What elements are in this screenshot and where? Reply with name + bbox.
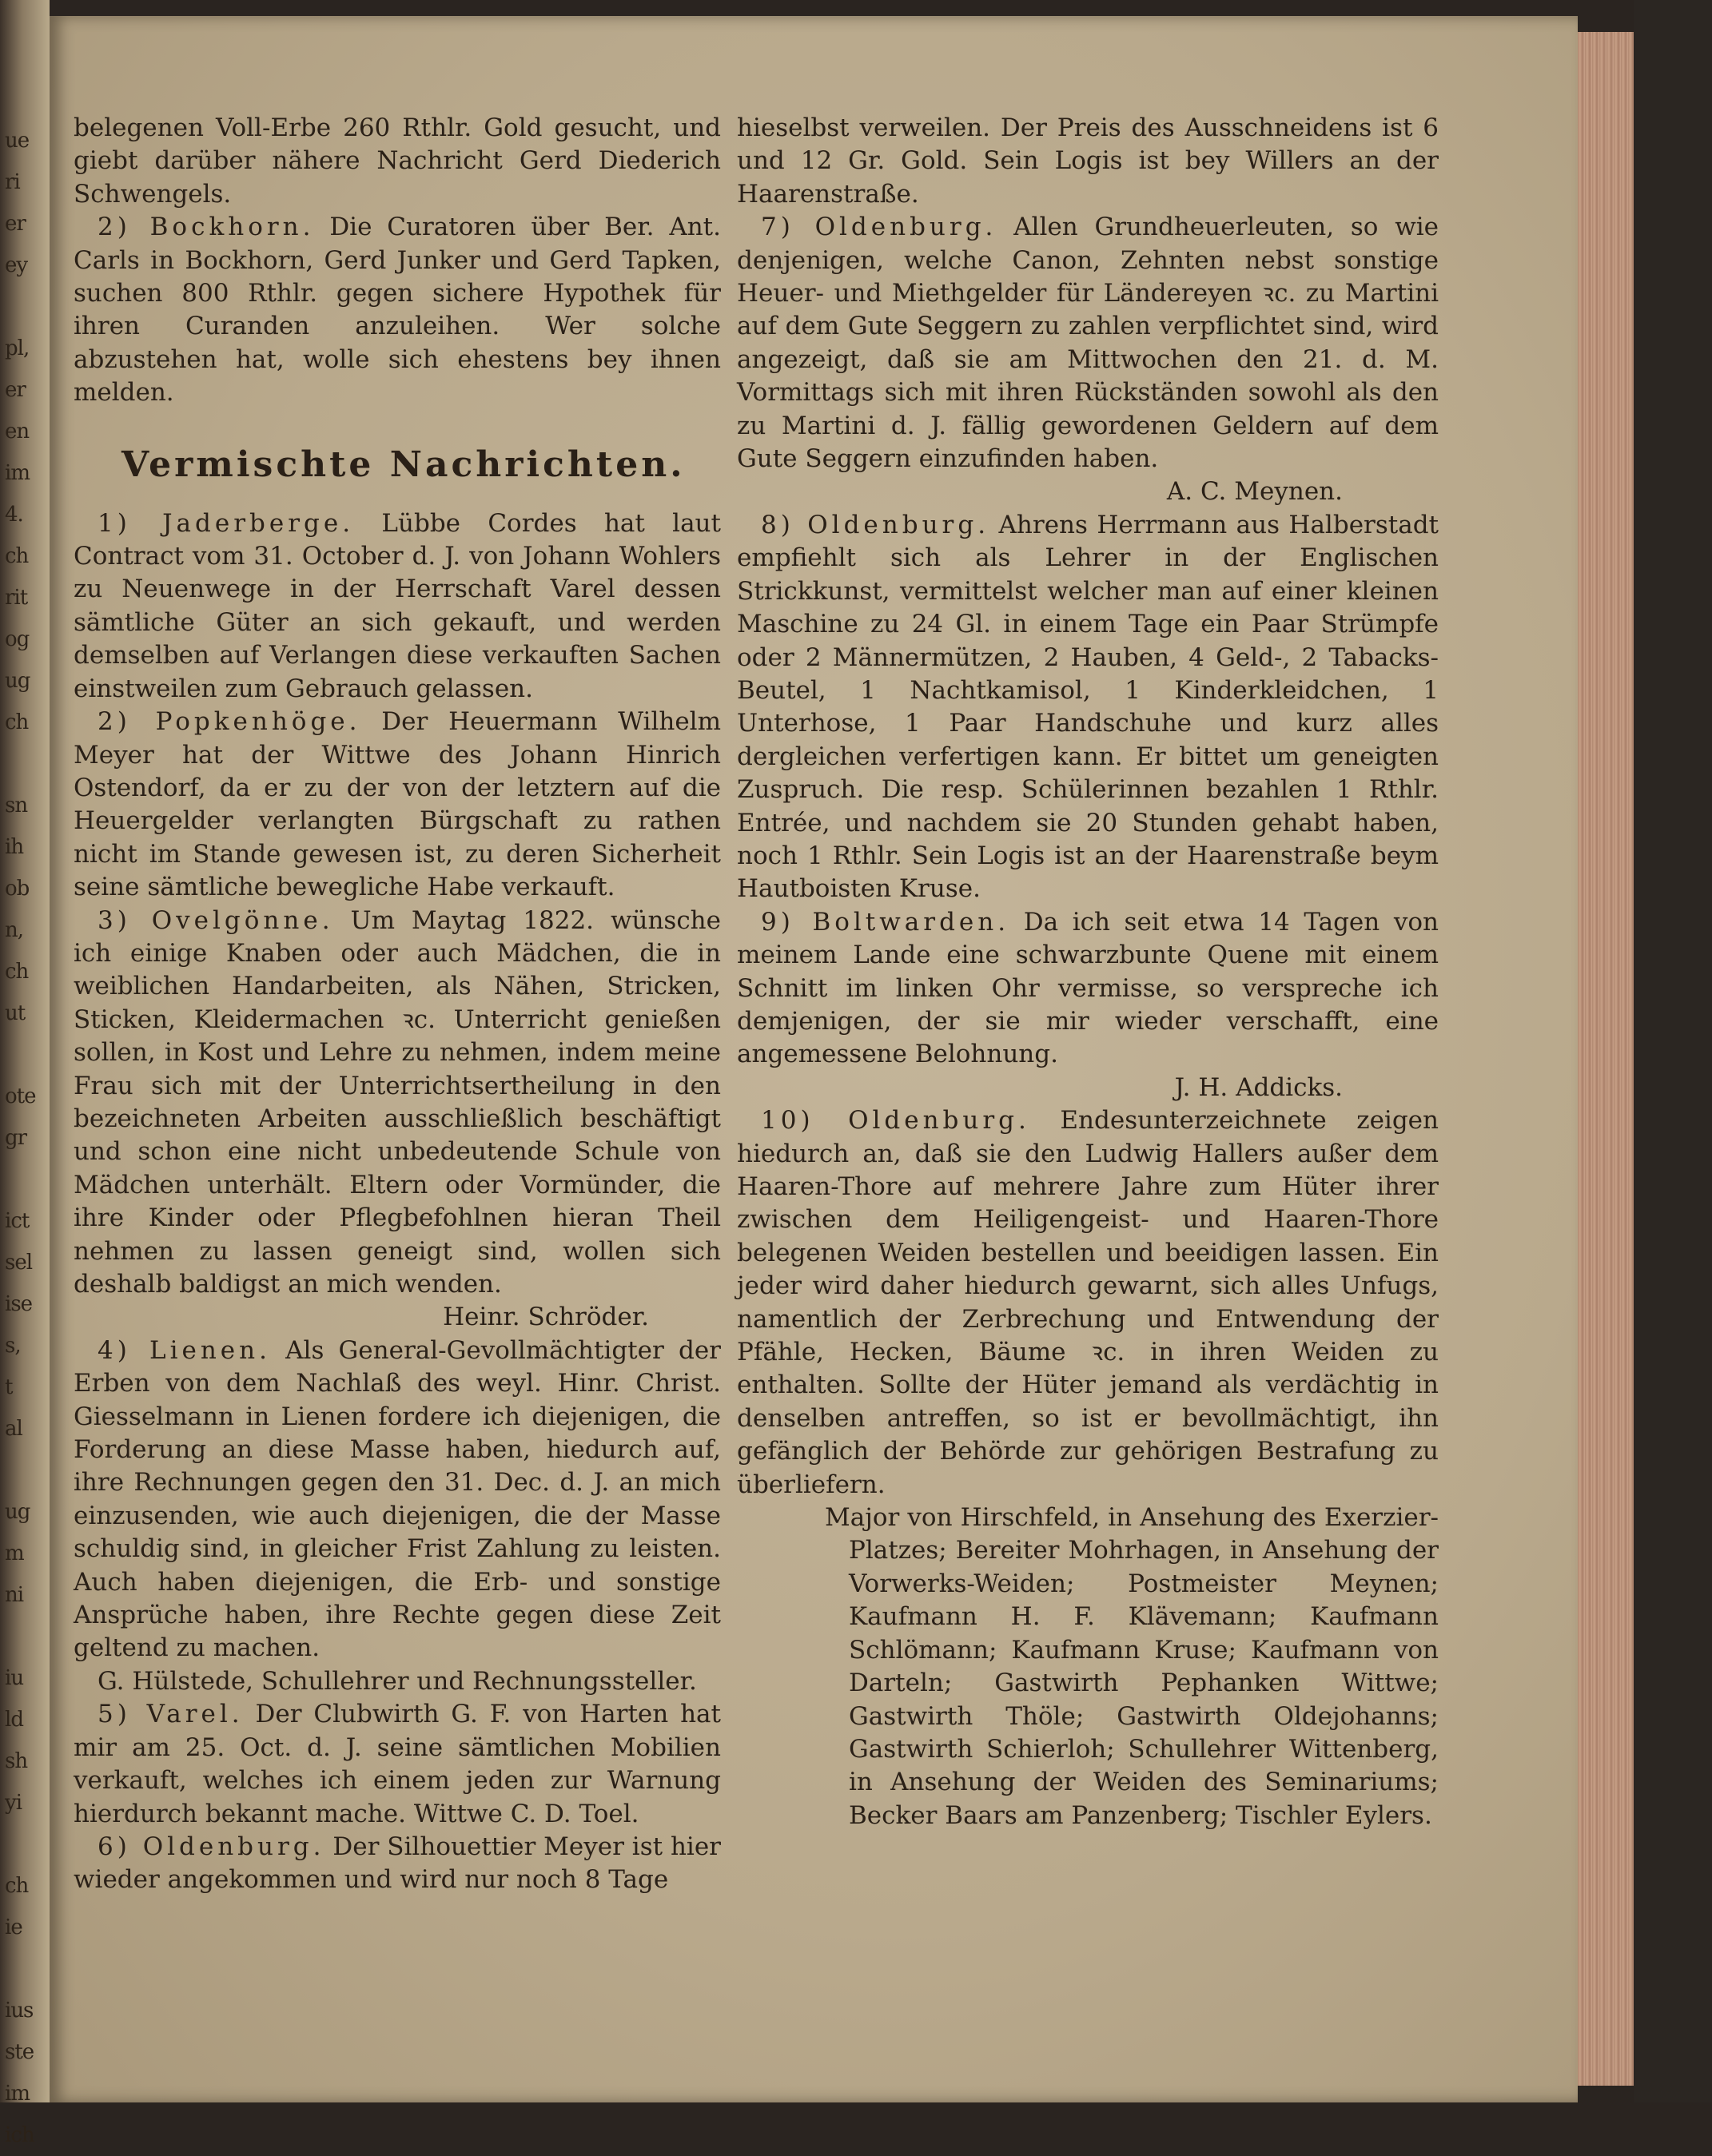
page-stack-edge <box>1578 32 1634 2086</box>
notice-lead: 4) Lienen. <box>98 1335 271 1365</box>
notice-oldenburg-8 <box>737 509 1439 906</box>
margin-fragment: sel <box>5 1251 33 1275</box>
notice-ovelgoenne <box>74 905 721 1302</box>
notice-lead: 5) Varel. <box>98 1700 244 1729</box>
margin-fragment: yi <box>5 1791 22 1815</box>
notice-lead: 10) Oldenburg. <box>761 1106 1030 1136</box>
notice-text: Die Curatoren über Ber. Ant. Carls in Bockhorn, Gerd Junker und Gerd Tapken, suchen 800 Rthlr. gegen sichere Hypothek für ihren Curanden anzuleihen. Wer solche abzustehen hat, wolle sich ehestens bey ihnen melden. <box>74 213 721 408</box>
margin-fragment <box>5 1034 45 1076</box>
notice-varel <box>74 1698 721 1831</box>
margin-fragment: ste <box>5 2040 34 2064</box>
notice-oldenburg-7 <box>737 211 1439 475</box>
margin-fragment: ch <box>5 544 29 568</box>
margin-fragment: ni <box>5 1583 24 1607</box>
signatories-text: Major von Hirschfeld, in Ansehung des Exerzier-Platzes; Bereiter Mohrhagen, in Ansehung der Vorwerks-Weiden; Postmeister Meynen; Kaufmann H. F. Klävemann; Kaufmann Schlömann; Kaufmann Kruse; Kaufmann von Darteln; Gastwirth Pephanken Wittwe; Gastwirth Thöle; Gastwirth Oldejohanns; Gastwirth Schierloh; Schullehrer Wittenberg, in Ansehung der Weiden des Seminariums; Becker Baars am Panzenberg; Tischler Eylers. <box>825 1503 1439 1830</box>
margin-fragment: er <box>5 378 26 402</box>
margin-fragment <box>5 1948 45 1990</box>
notice-lead: 7) Oldenburg. <box>761 213 997 242</box>
margin-fragment: ob <box>5 877 30 901</box>
notice-lead: 2) Popkenhöge. <box>98 707 361 737</box>
margin-fragment: 4. <box>5 503 23 527</box>
margin-fragment <box>5 1616 45 1657</box>
section-heading: Vermischte Nachrichten. <box>121 444 686 485</box>
notice-popkenhoege <box>74 706 721 904</box>
margin-fragment <box>5 1824 45 1865</box>
margin-fragment: iu <box>5 1666 24 1690</box>
notice-text: Der Clubwirth G. F. von Harten hat mir am 25. Oct. d. J. seine sämtlichen Mobilien verkauft, welches ich einem jeden zur Warnung hierdurch bekannt mache. <box>74 1700 721 1828</box>
margin-fragment: ue <box>5 129 30 153</box>
notice-text: Der Silhouettier Meyer ist hier wieder angekommen und wird nur noch 8 Tage <box>74 1832 721 1895</box>
margin-fragment: n, <box>5 918 24 942</box>
previous-page-fragments <box>5 120 45 2156</box>
margin-fragment <box>5 286 45 328</box>
notice-lead: 2) Bockhorn. <box>98 213 315 242</box>
notice-oldenburg-6 <box>74 1831 721 1897</box>
notice-lienen <box>74 1335 721 1665</box>
notice-text: Allen Grundheuerleuten, so wie denjenigen, welche Canon, Zehnten nebst sonstige Heuer- und Miethgelder für Ländereyen ꝛc. zu Martini auf dem Gute Seggern zu zahlen verpflichtet sind, wird angezeigt, daß sie am Mittwochen den 21. d. M. Vormittags sich mit ihren Rückständen sowohl als den zu Martini d. J. fällig gewordenen Geldern auf dem Gute Seggern einzufinden haben. <box>737 213 1439 474</box>
notice-lead: 6) Oldenburg. <box>98 1832 325 1861</box>
margin-fragment: ug <box>5 669 30 693</box>
margin-fragment: ih <box>5 835 24 859</box>
continued-notice: hieselbst verweilen. Der Preis des Ausschneidens ist 6 und 12 Gr. Gold. Sein Logis ist bey Willers an der Haarenstraße. <box>737 113 1439 209</box>
margin-fragment: ich <box>5 2123 34 2147</box>
margin-fragment: sh <box>5 1749 28 1773</box>
background <box>1634 0 1712 2102</box>
margin-fragment: pl, <box>5 336 30 360</box>
margin-fragment: ch <box>5 1874 29 1898</box>
margin-fragment: im <box>5 461 30 485</box>
margin-fragment: ld <box>5 1708 23 1732</box>
notice-text: Als General-Gevollmächtigter der Erben von dem Nachlaß des weyl. Hinr. Christ. Giesselmann in Lienen fordere ich diejenigen, die Forderung an diese Masse haben, hiedurch auf, ihre Rechnungen gegen den 31. Dec. d. J. an mich einzusenden, wie auch diejenigen, die der Masse schuldig sind, in gleicher Frist Zahlung zu leisten. Auch haben diejenigen, die Erb- und sonstige Ansprüche haben, ihre Rechte gegen diese Zeit geltend zu machen. <box>74 1335 721 1663</box>
signature: G. Hülstede, Schullehrer und Rechnungssteller. <box>98 1666 697 1696</box>
signature: J. H. Addicks. <box>1174 1072 1343 1102</box>
notice-text: Endesunterzeichnete zeigen hiedurch an, daß sie den Ludwig Hallers außer dem Haaren-Thore auf mehrere Jahre zum Hüter ihrer zwischen dem Heiligengeist- und Haaren-Thore belegenen Weiden bestellen und beeidigen lassen. Ein jeder wird daher hiedurch gewarnt, sich alles Unfugs, namentlich der Zerbrechung und Entwendung der Pfähle, Hecken, Bäume ꝛc. in ihren Weiden zu enthalten. Sollte der Hüter jemand als verdächtig in denselben antreffen, so ist er bevollmächtigt, ihn gefänglich der Behörde zur gehörigen Bestrafung zu überliefern. <box>737 1106 1439 1499</box>
left-column <box>74 112 721 1897</box>
notice-lead: 3) Ovelgönne. <box>98 905 334 935</box>
margin-fragment <box>5 1159 45 1200</box>
notice-jaderberge <box>74 507 721 706</box>
notice-bockhorn <box>74 211 721 409</box>
margin-fragment: ut <box>5 1001 26 1025</box>
margin-fragment: ch <box>5 710 29 734</box>
margin-fragment: t <box>5 1375 13 1399</box>
margin-fragment: ict <box>5 1209 30 1233</box>
notice-lead: 9) Boltwarden. <box>761 907 1010 937</box>
margin-fragment: ri <box>5 170 20 194</box>
continued-notice: belegenen Voll-Erbe 260 Rthlr. Gold gesucht, und giebt darüber nähere Nachricht Gerd Diederich Schwengels. <box>74 113 721 209</box>
margin-fragment: ug <box>5 1500 30 1524</box>
notice-oldenburg-10 <box>737 1104 1439 1502</box>
margin-fragment: sn <box>5 794 28 817</box>
margin-fragment: ote <box>5 1084 36 1108</box>
margin-fragment: og <box>5 627 30 651</box>
margin-fragment: er <box>5 212 26 236</box>
right-column <box>737 112 1439 1832</box>
signatories-list <box>737 1502 1439 1832</box>
notice-boltwarden <box>737 906 1439 1072</box>
margin-fragment: rit <box>5 586 28 610</box>
notice-text: Um Maytag 1822. wünsche ich einige Knaben oder auch Mädchen, die in weiblichen Handarbeiten, als Nähen, Stricken, Sticken, Kleidermachen ꝛc. Unterricht genießen sollen, in Kost und Lehre zu nehmen, indem meine Frau sich mit der Unterrichtsertheilung in den bezeichneten Arbeiten ausschließlich beschäftigt und schon eine nicht unbedeutende Schule von Mädchen unterhält. Eltern oder Vormünder, die ihre Kinder oder Pflegbefohlnen hieran Theil nehmen zu lassen geneigt sind, wollen sich deshalb baldigst an mich wenden. <box>74 905 721 1299</box>
margin-fragment: s, <box>5 1334 21 1358</box>
margin-fragment: m <box>5 1541 24 1565</box>
margin-fragment <box>5 743 45 785</box>
margin-fragment: ius <box>5 1999 34 2023</box>
notice-lead: 8) Oldenburg. <box>761 510 990 539</box>
margin-fragment: en <box>5 420 30 444</box>
signature: Wittwe C. D. Toel. <box>413 1799 639 1828</box>
signature: Heinr. Schröder. <box>443 1303 649 1332</box>
margin-fragment: al <box>5 1417 22 1441</box>
margin-fragment: im <box>5 2082 30 2106</box>
notice-text: Da ich seit etwa 14 Tagen von meinem Lande eine schwarzbunte Quene mit einem Schnitt im linken Ohr vermisse, so verspreche ich demjenigen, der sie mir wieder verschafft, eine angemessene Belohnung. <box>737 907 1439 1069</box>
notice-lead: 1) Jaderberge. <box>98 508 355 538</box>
notice-text: Lübbe Cordes hat laut Contract vom 31. October d. J. von Johann Wohlers zu Neuenwege in der Herrschaft Varel dessen sämtliche Güter an sich gekauft, und werden demselben auf Verlangen diese verkauften Sachen einstweilen zum Gebrauch gelassen. <box>74 508 721 703</box>
margin-fragment: ie <box>5 1915 22 1939</box>
margin-fragment: ey <box>5 253 28 277</box>
margin-fragment: ise <box>5 1292 33 1316</box>
signature: A. C. Meynen. <box>1166 477 1343 507</box>
notice-text: Ahrens Herrmann aus Halberstadt empfiehlt sich als Lehrer in der Englischen Strickkunst, vermittelst welcher man auf einer kleinen Maschine zu 24 Gl. in einem Tage ein Paar Strümpfe oder 2 Männermützen, 2 Hauben, 4 Geld-, 2 Tabacks-Beutel, 1 Nachtkamisol, 1 Kinderkleidchen, 1 Unterhose, 1 Paar Handschuhe und kurz alles dergleichen verfertigen kann. Er bittet um geneigten Zuspruch. Die resp. Schülerinnen bezahlen 1 Rthlr. Entrée, und nachdem sie 20 Stunden gehabt haben, noch 1 Rthlr. Sein Logis ist an der Haarenstraße beym Hautboisten Kruse. <box>737 510 1439 904</box>
margin-fragment: gr <box>5 1126 27 1150</box>
margin-fragment: ch <box>5 960 29 984</box>
margin-fragment <box>5 1450 45 1491</box>
notice-text: Der Heuermann Wilhelm Meyer hat der Wittwe des Johann Hinrich Ostendorf, da er zu der von der letztern auf die Heuergelder verlangten Bürgschaft zu rathen nicht im Stande gewesen ist, zu deren Sicherheit seine sämtliche bewegliche Habe verkauft. <box>74 707 721 902</box>
previous-page-edge <box>0 0 50 2147</box>
